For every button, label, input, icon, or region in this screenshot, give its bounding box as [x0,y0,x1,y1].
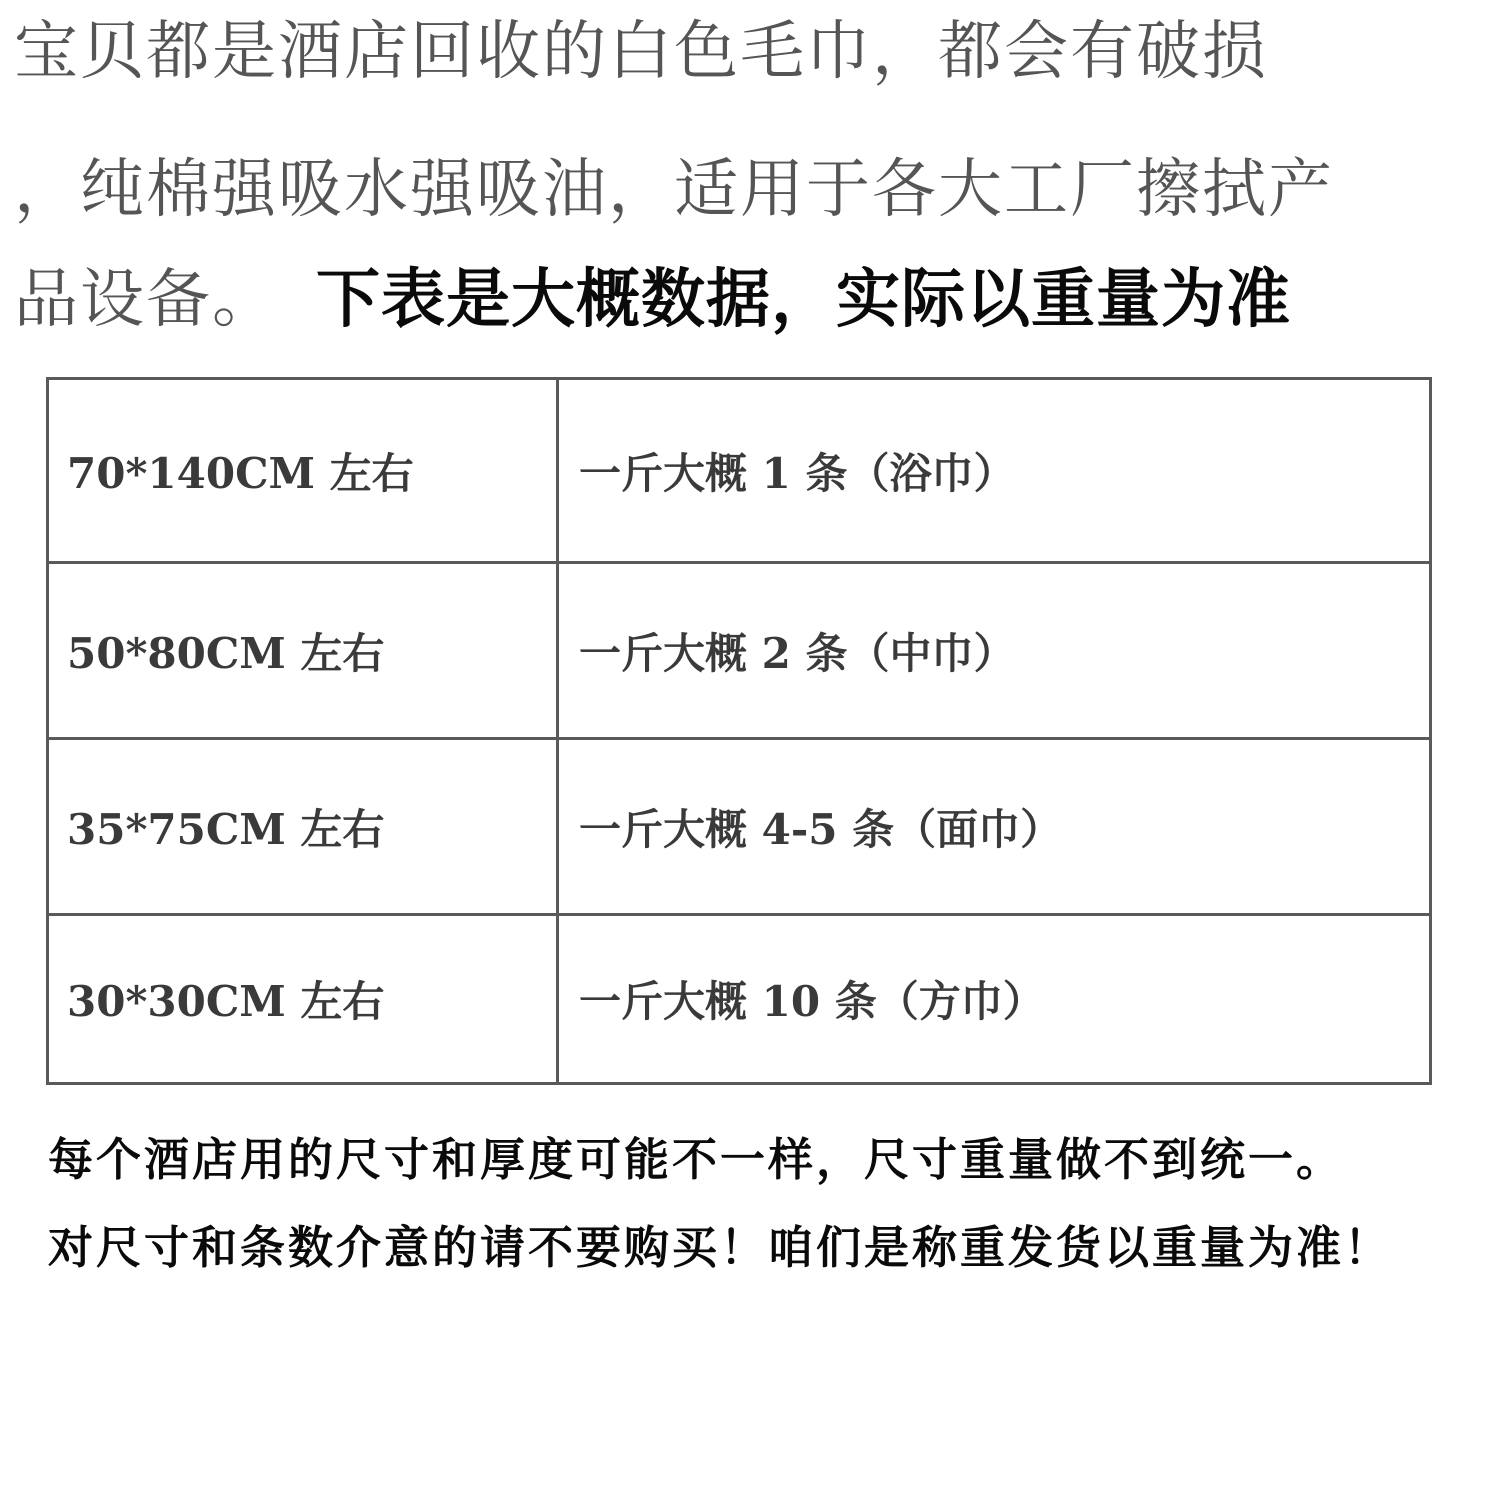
table-row [49,913,1429,1082]
intro-line-1: 宝贝都是酒店回收的白色毛巾，都会有破损 [14,15,1268,89]
quantity-cell: 一斤大概 1 条（浴巾） [579,448,1016,498]
table-row [49,737,1429,913]
size-cell: 70*140CM 左右 [49,380,559,561]
intro-line-2: ，纯棉强吸水强吸油，适用于各大工厂擦拭产 [14,153,1334,227]
intro-line-3 [14,263,1291,337]
table-caption: 下表是大概数据，实际以重量为准 [316,263,1291,337]
notice-line-1: 每个酒店用的尺寸和厚度可能不一样，尺寸重量做不到统一。 [48,1133,1345,1186]
quantity-cell: 一斤大概 2 条（中巾） [579,628,1016,678]
table-row [49,561,1429,737]
notice-line-2: 对尺寸和条数介意的请不要购买！咱们是称重发货以重量为准！ [48,1221,1393,1274]
quantity-cell: 一斤大概 10 条（方巾） [579,977,1045,1026]
size-cell: 50*80CM 左右 [49,564,559,737]
size-cell: 35*75CM 左右 [49,740,559,913]
quantity-cell: 一斤大概 4-5 条（面巾） [579,804,1063,854]
intro-line-3-lead: 品设备。 [14,263,278,337]
size-cell: 30*30CM 左右 [49,916,559,1082]
table-row [49,380,1429,561]
size-weight-table [46,377,1432,1085]
